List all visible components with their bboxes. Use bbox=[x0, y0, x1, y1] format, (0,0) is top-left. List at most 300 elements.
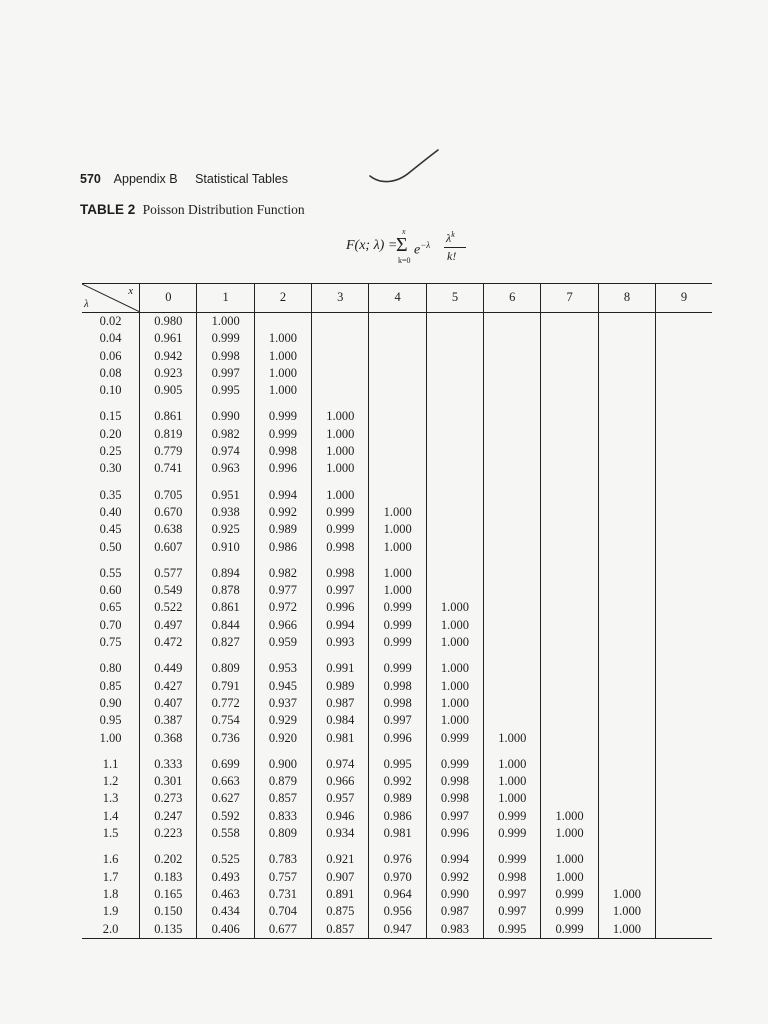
value-cell: 1.000 bbox=[484, 773, 541, 790]
table-row bbox=[82, 921, 712, 939]
value-cell: 1.000 bbox=[312, 408, 369, 425]
lambda-cell: 2.0 bbox=[82, 921, 140, 939]
group-spacer bbox=[82, 842, 712, 851]
value-cell: 0.972 bbox=[254, 599, 311, 616]
value-cell: 0.809 bbox=[254, 825, 311, 842]
value-cell: 0.982 bbox=[197, 426, 254, 443]
group-spacer bbox=[82, 399, 712, 408]
lambda-cell: 0.50 bbox=[99, 539, 122, 554]
value-cell: 0.999 bbox=[369, 599, 426, 616]
table-row bbox=[82, 712, 712, 729]
column-header-8: 8 bbox=[598, 284, 655, 313]
value-cell: 0.861 bbox=[197, 599, 254, 616]
value-cell: 0.994 bbox=[426, 851, 483, 868]
value-cell: 0.999 bbox=[369, 660, 426, 677]
value-cell: 0.910 bbox=[197, 539, 254, 556]
column-header-3: 3 bbox=[312, 284, 369, 313]
table-row bbox=[82, 443, 712, 460]
value-cell bbox=[426, 487, 483, 504]
table-row bbox=[82, 756, 712, 773]
value-cell: 0.995 bbox=[197, 382, 254, 399]
value-cell: 0.699 bbox=[197, 756, 254, 773]
value-cell bbox=[541, 582, 598, 599]
value-cell bbox=[656, 460, 712, 477]
value-cell: 0.980 bbox=[140, 313, 197, 331]
value-cell bbox=[598, 790, 655, 807]
value-cell: 1.000 bbox=[254, 348, 311, 365]
value-cell bbox=[426, 426, 483, 443]
value-cell bbox=[541, 599, 598, 616]
value-cell bbox=[541, 504, 598, 521]
value-cell: 1.000 bbox=[369, 539, 426, 556]
value-cell: 0.879 bbox=[254, 773, 311, 790]
value-cell: 0.999 bbox=[426, 730, 483, 747]
value-cell bbox=[541, 426, 598, 443]
value-cell bbox=[484, 539, 541, 556]
table-caption: Poisson Distribution Function bbox=[142, 202, 305, 217]
value-cell: 0.998 bbox=[426, 773, 483, 790]
poisson-table bbox=[82, 283, 712, 939]
value-cell bbox=[598, 730, 655, 747]
table-row bbox=[82, 790, 712, 807]
value-cell: 1.000 bbox=[312, 426, 369, 443]
value-cell: 0.997 bbox=[484, 903, 541, 920]
column-header-4: 4 bbox=[369, 284, 426, 313]
lambda-cell: 0.45 bbox=[99, 522, 122, 537]
value-cell: 1.000 bbox=[541, 851, 598, 868]
value-cell: 0.857 bbox=[254, 790, 311, 807]
value-cell bbox=[598, 599, 655, 616]
value-cell: 1.000 bbox=[484, 756, 541, 773]
value-cell bbox=[484, 460, 541, 477]
column-header-7: 7 bbox=[541, 284, 598, 313]
value-cell bbox=[369, 487, 426, 504]
value-cell bbox=[541, 695, 598, 712]
value-cell: 0.998 bbox=[426, 790, 483, 807]
value-cell bbox=[484, 712, 541, 729]
value-cell: 0.704 bbox=[254, 903, 311, 920]
value-cell bbox=[426, 408, 483, 425]
lambda-cell: 0.04 bbox=[99, 331, 122, 346]
value-cell: 0.907 bbox=[312, 869, 369, 886]
value-cell: 0.951 bbox=[197, 487, 254, 504]
value-cell bbox=[426, 539, 483, 556]
value-cell bbox=[484, 565, 541, 582]
value-cell: 0.989 bbox=[254, 521, 311, 538]
value-cell bbox=[369, 313, 426, 331]
table-row bbox=[82, 869, 712, 886]
value-cell: 0.150 bbox=[140, 903, 197, 920]
value-cell bbox=[484, 695, 541, 712]
value-cell: 0.833 bbox=[254, 808, 311, 825]
value-cell bbox=[369, 330, 426, 347]
value-cell: 0.981 bbox=[312, 730, 369, 747]
lambda-cell: 0.60 bbox=[99, 583, 122, 598]
value-cell bbox=[598, 521, 655, 538]
lambda-cell: 0.95 bbox=[99, 713, 122, 728]
value-cell: 0.998 bbox=[197, 348, 254, 365]
value-cell bbox=[598, 460, 655, 477]
value-cell: 0.273 bbox=[140, 790, 197, 807]
value-cell: 1.000 bbox=[541, 869, 598, 886]
value-cell bbox=[541, 521, 598, 538]
value-cell bbox=[541, 773, 598, 790]
value-cell bbox=[656, 599, 712, 616]
value-cell: 0.783 bbox=[254, 851, 311, 868]
value-cell: 0.990 bbox=[197, 408, 254, 425]
value-cell bbox=[598, 773, 655, 790]
value-cell: 0.961 bbox=[140, 330, 197, 347]
value-cell bbox=[656, 921, 712, 939]
value-cell: 0.844 bbox=[197, 617, 254, 634]
value-cell bbox=[484, 599, 541, 616]
value-cell bbox=[369, 443, 426, 460]
value-cell: 0.987 bbox=[312, 695, 369, 712]
value-cell: 1.000 bbox=[426, 634, 483, 651]
table-body bbox=[82, 313, 712, 939]
value-cell: 1.000 bbox=[541, 808, 598, 825]
value-cell bbox=[656, 504, 712, 521]
value-cell: 0.731 bbox=[254, 886, 311, 903]
value-cell bbox=[369, 426, 426, 443]
value-cell: 0.992 bbox=[426, 869, 483, 886]
value-cell: 0.986 bbox=[254, 539, 311, 556]
lambda-cell: 0.80 bbox=[99, 661, 122, 676]
table-row bbox=[82, 773, 712, 790]
value-cell: 0.984 bbox=[312, 712, 369, 729]
lambda-cell: 0.35 bbox=[99, 487, 122, 502]
value-cell: 0.966 bbox=[254, 617, 311, 634]
value-cell: 0.920 bbox=[254, 730, 311, 747]
value-cell bbox=[656, 695, 712, 712]
group-spacer bbox=[82, 747, 712, 756]
value-cell: 1.000 bbox=[484, 790, 541, 807]
value-cell bbox=[541, 313, 598, 331]
column-header-2: 2 bbox=[254, 284, 311, 313]
value-cell: 0.827 bbox=[197, 634, 254, 651]
value-cell bbox=[541, 712, 598, 729]
value-cell: 0.942 bbox=[140, 348, 197, 365]
value-cell bbox=[598, 313, 655, 331]
table-row bbox=[82, 808, 712, 825]
value-cell: 1.000 bbox=[426, 712, 483, 729]
value-cell: 0.857 bbox=[312, 921, 369, 939]
value-cell bbox=[656, 330, 712, 347]
value-cell bbox=[541, 634, 598, 651]
value-cell: 0.923 bbox=[140, 365, 197, 382]
value-cell bbox=[312, 313, 369, 331]
value-cell: 0.981 bbox=[369, 825, 426, 842]
table-row bbox=[82, 460, 712, 477]
value-cell: 0.875 bbox=[312, 903, 369, 920]
value-cell: 0.995 bbox=[369, 756, 426, 773]
value-cell: 1.000 bbox=[369, 504, 426, 521]
value-cell: 0.999 bbox=[541, 921, 598, 939]
value-cell bbox=[598, 382, 655, 399]
value-cell bbox=[312, 365, 369, 382]
value-cell bbox=[656, 521, 712, 538]
value-cell bbox=[484, 582, 541, 599]
value-cell bbox=[598, 660, 655, 677]
value-cell bbox=[484, 660, 541, 677]
value-cell bbox=[598, 869, 655, 886]
value-cell: 0.894 bbox=[197, 565, 254, 582]
table-row bbox=[82, 617, 712, 634]
value-cell bbox=[426, 460, 483, 477]
value-cell bbox=[541, 617, 598, 634]
value-cell bbox=[541, 790, 598, 807]
table-number: TABLE 2 bbox=[80, 202, 136, 217]
value-cell bbox=[656, 443, 712, 460]
value-cell: 1.000 bbox=[254, 330, 311, 347]
value-cell bbox=[656, 365, 712, 382]
value-cell bbox=[541, 730, 598, 747]
value-cell: 0.945 bbox=[254, 678, 311, 695]
value-cell bbox=[484, 678, 541, 695]
lambda-cell: 0.10 bbox=[99, 383, 122, 398]
value-cell bbox=[541, 443, 598, 460]
table-row bbox=[82, 565, 712, 582]
value-cell: 1.000 bbox=[426, 599, 483, 616]
value-cell bbox=[656, 617, 712, 634]
value-cell: 0.999 bbox=[312, 504, 369, 521]
value-cell: 0.998 bbox=[254, 443, 311, 460]
table-row bbox=[82, 730, 712, 747]
group-spacer bbox=[82, 651, 712, 660]
handwritten-checkmark bbox=[366, 146, 442, 192]
value-cell: 0.861 bbox=[140, 408, 197, 425]
value-cell bbox=[541, 756, 598, 773]
value-cell bbox=[656, 426, 712, 443]
value-cell: 0.998 bbox=[369, 678, 426, 695]
value-cell: 1.000 bbox=[426, 617, 483, 634]
value-cell bbox=[656, 851, 712, 868]
value-cell: 0.999 bbox=[426, 756, 483, 773]
value-cell: 0.956 bbox=[369, 903, 426, 920]
value-cell: 0.427 bbox=[140, 678, 197, 695]
value-cell: 0.387 bbox=[140, 712, 197, 729]
value-cell: 0.891 bbox=[312, 886, 369, 903]
value-cell bbox=[369, 348, 426, 365]
value-cell bbox=[656, 790, 712, 807]
value-cell bbox=[656, 730, 712, 747]
value-cell: 0.934 bbox=[312, 825, 369, 842]
poisson-formula bbox=[346, 227, 476, 270]
value-cell: 0.663 bbox=[197, 773, 254, 790]
lambda-cell: 0.02 bbox=[99, 314, 122, 328]
lambda-cell: 0.55 bbox=[99, 565, 122, 580]
table-row bbox=[82, 695, 712, 712]
value-cell: 0.989 bbox=[312, 678, 369, 695]
value-cell: 0.976 bbox=[369, 851, 426, 868]
lambda-cell: 0.08 bbox=[99, 365, 122, 380]
value-cell: 1.000 bbox=[197, 313, 254, 331]
value-cell: 1.000 bbox=[598, 903, 655, 920]
value-cell bbox=[541, 678, 598, 695]
value-cell bbox=[598, 825, 655, 842]
value-cell: 0.929 bbox=[254, 712, 311, 729]
value-cell bbox=[656, 678, 712, 695]
value-cell: 0.999 bbox=[254, 408, 311, 425]
value-cell bbox=[541, 408, 598, 425]
value-cell: 0.983 bbox=[426, 921, 483, 939]
value-cell bbox=[598, 504, 655, 521]
value-cell: 1.000 bbox=[426, 695, 483, 712]
value-cell bbox=[598, 634, 655, 651]
value-cell: 0.202 bbox=[140, 851, 197, 868]
value-cell: 0.974 bbox=[312, 756, 369, 773]
value-cell bbox=[369, 460, 426, 477]
value-cell bbox=[656, 712, 712, 729]
column-header-6: 6 bbox=[484, 284, 541, 313]
value-cell: 1.000 bbox=[254, 365, 311, 382]
value-cell bbox=[541, 330, 598, 347]
value-cell: 0.995 bbox=[484, 921, 541, 939]
value-cell: 0.963 bbox=[197, 460, 254, 477]
value-cell: 1.000 bbox=[369, 521, 426, 538]
value-cell: 0.165 bbox=[140, 886, 197, 903]
value-cell: 0.301 bbox=[140, 773, 197, 790]
value-cell bbox=[598, 808, 655, 825]
value-cell bbox=[656, 348, 712, 365]
value-cell: 0.997 bbox=[197, 365, 254, 382]
sum-upper-limit: x bbox=[402, 227, 406, 236]
value-cell: 0.996 bbox=[369, 730, 426, 747]
corner-lambda-label: λ bbox=[84, 298, 89, 310]
value-cell bbox=[312, 330, 369, 347]
table-row bbox=[82, 539, 712, 556]
value-cell: 0.970 bbox=[369, 869, 426, 886]
page-number: 570 bbox=[80, 172, 101, 186]
table-row bbox=[82, 382, 712, 399]
value-cell: 0.966 bbox=[312, 773, 369, 790]
table-row bbox=[82, 365, 712, 382]
value-cell bbox=[598, 408, 655, 425]
column-header-0: 0 bbox=[140, 284, 197, 313]
value-cell: 0.993 bbox=[312, 634, 369, 651]
value-cell: 0.997 bbox=[369, 712, 426, 729]
value-cell: 1.000 bbox=[254, 382, 311, 399]
value-cell: 0.996 bbox=[426, 825, 483, 842]
value-cell: 0.607 bbox=[140, 539, 197, 556]
value-cell bbox=[484, 365, 541, 382]
value-cell: 0.999 bbox=[312, 521, 369, 538]
value-cell: 1.000 bbox=[312, 460, 369, 477]
value-cell: 0.677 bbox=[254, 921, 311, 939]
value-cell bbox=[656, 756, 712, 773]
table-row bbox=[82, 599, 712, 616]
value-cell: 0.705 bbox=[140, 487, 197, 504]
value-cell: 0.999 bbox=[541, 886, 598, 903]
sum-lower-limit: k=0 bbox=[398, 256, 411, 265]
value-cell: 0.996 bbox=[254, 460, 311, 477]
table-row bbox=[82, 634, 712, 651]
lambda-cell: 0.85 bbox=[99, 678, 122, 693]
value-cell: 0.434 bbox=[197, 903, 254, 920]
lambda-cell: 0.90 bbox=[99, 695, 122, 710]
table-header-row bbox=[82, 284, 712, 313]
lambda-cell: 0.30 bbox=[99, 461, 122, 476]
value-cell: 0.998 bbox=[312, 539, 369, 556]
value-cell bbox=[598, 678, 655, 695]
running-head bbox=[80, 172, 288, 186]
section-title: Statistical Tables bbox=[195, 172, 288, 186]
table-row bbox=[82, 825, 712, 842]
value-cell: 0.964 bbox=[369, 886, 426, 903]
value-cell bbox=[426, 443, 483, 460]
value-cell: 0.999 bbox=[484, 851, 541, 868]
value-cell: 0.754 bbox=[197, 712, 254, 729]
value-cell: 0.998 bbox=[369, 695, 426, 712]
value-cell bbox=[426, 330, 483, 347]
value-cell: 1.000 bbox=[598, 886, 655, 903]
value-cell: 0.999 bbox=[369, 634, 426, 651]
value-cell bbox=[312, 382, 369, 399]
value-cell bbox=[369, 382, 426, 399]
value-cell: 1.000 bbox=[312, 487, 369, 504]
value-cell: 0.999 bbox=[541, 903, 598, 920]
corner-x-label: x bbox=[128, 285, 134, 297]
value-cell: 0.406 bbox=[197, 921, 254, 939]
value-cell: 0.997 bbox=[426, 808, 483, 825]
value-cell bbox=[484, 348, 541, 365]
value-cell bbox=[656, 825, 712, 842]
value-cell bbox=[484, 330, 541, 347]
value-cell: 0.998 bbox=[484, 869, 541, 886]
value-cell bbox=[484, 634, 541, 651]
value-cell bbox=[484, 487, 541, 504]
value-cell: 0.992 bbox=[254, 504, 311, 521]
value-cell: 0.223 bbox=[140, 825, 197, 842]
value-cell: 0.946 bbox=[312, 808, 369, 825]
value-cell bbox=[541, 660, 598, 677]
formula-lhs: F(x; λ) = bbox=[346, 238, 398, 253]
value-cell bbox=[541, 539, 598, 556]
value-cell bbox=[656, 313, 712, 331]
group-spacer bbox=[82, 556, 712, 565]
value-cell: 0.921 bbox=[312, 851, 369, 868]
lambda-cell: 1.1 bbox=[102, 756, 119, 771]
value-cell: 0.986 bbox=[369, 808, 426, 825]
value-cell: 0.937 bbox=[254, 695, 311, 712]
lambda-cell: 0.15 bbox=[99, 409, 122, 424]
value-cell: 0.974 bbox=[197, 443, 254, 460]
lambda-cell: 1.7 bbox=[102, 869, 119, 884]
table-row bbox=[82, 886, 712, 903]
value-cell bbox=[656, 869, 712, 886]
value-cell: 0.990 bbox=[426, 886, 483, 903]
table-row bbox=[82, 678, 712, 695]
value-cell bbox=[598, 617, 655, 634]
fraction-numerator: $\lambda^k$ bbox=[446, 230, 455, 245]
value-cell: 0.994 bbox=[312, 617, 369, 634]
value-cell: 0.493 bbox=[197, 869, 254, 886]
lambda-cell: 1.3 bbox=[102, 791, 119, 806]
value-cell bbox=[656, 634, 712, 651]
lambda-cell: 0.65 bbox=[99, 600, 122, 615]
value-cell: 0.982 bbox=[254, 565, 311, 582]
table-title bbox=[80, 202, 305, 218]
fraction-bar bbox=[444, 247, 466, 248]
value-cell: 0.741 bbox=[140, 460, 197, 477]
value-cell bbox=[541, 382, 598, 399]
table-row bbox=[82, 521, 712, 538]
value-cell bbox=[426, 348, 483, 365]
lambda-cell: 1.00 bbox=[99, 730, 122, 745]
value-cell: 0.407 bbox=[140, 695, 197, 712]
value-cell bbox=[656, 565, 712, 582]
value-cell bbox=[484, 504, 541, 521]
